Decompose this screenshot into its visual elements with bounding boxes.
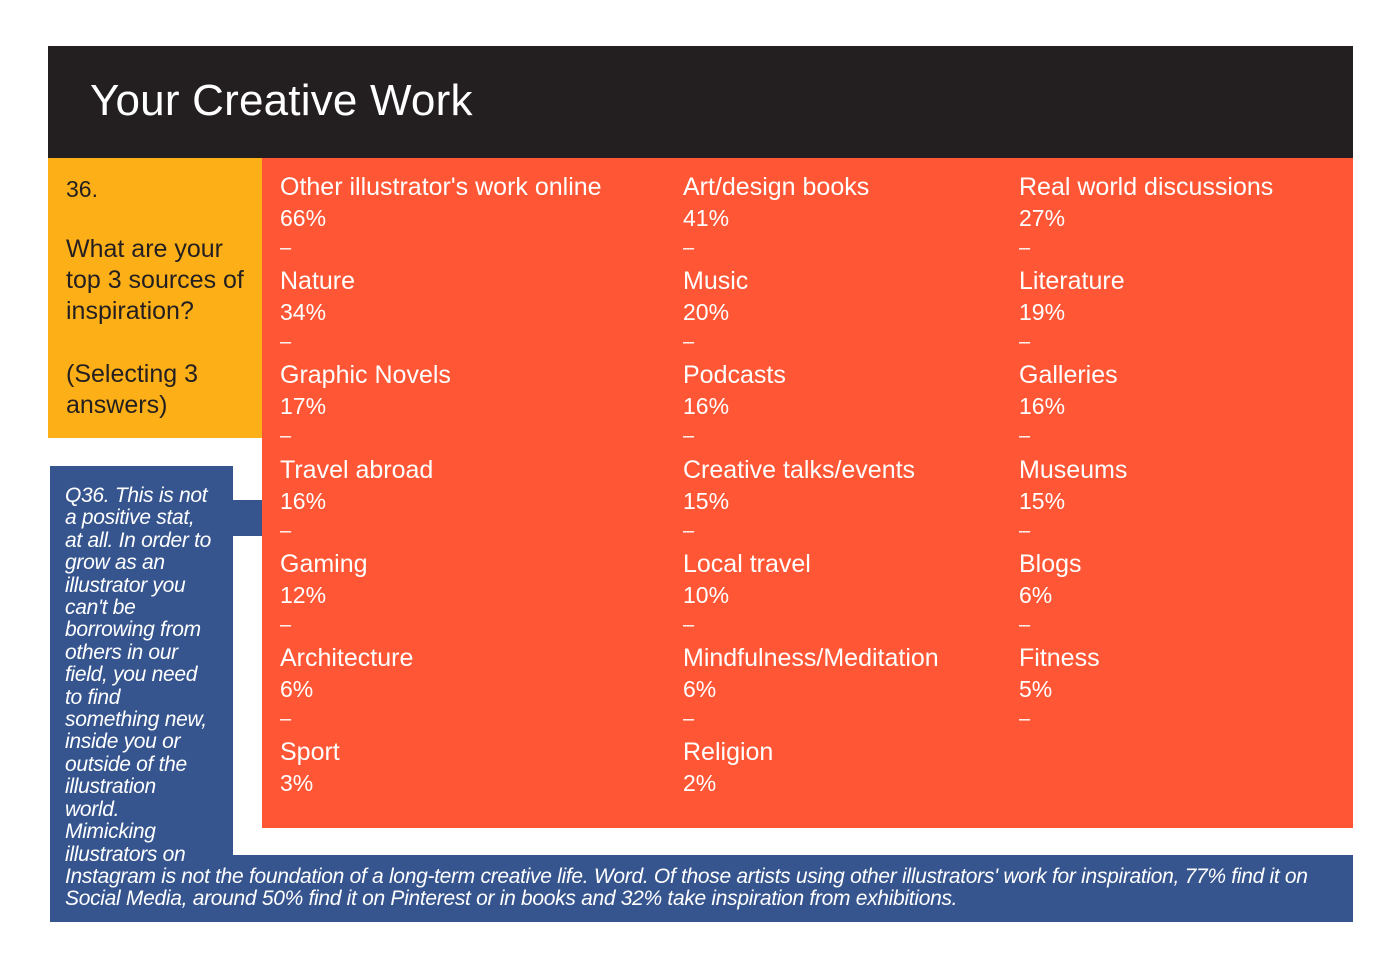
- question-number: 36.: [66, 176, 98, 202]
- comment-text-wrap: [65, 485, 1335, 911]
- header-bar: [48, 46, 1353, 158]
- answer-percentage: 2%: [683, 770, 717, 797]
- answer-label: Real world discussions: [1019, 173, 1274, 201]
- answer-item: [1019, 172, 1273, 266]
- answer-separator: –: [280, 613, 292, 636]
- answer-percentage: 19%: [1019, 299, 1066, 326]
- answer-separator: –: [683, 707, 695, 730]
- answer-label: Local travel: [683, 549, 811, 578]
- answer-percentage: 12%: [280, 581, 327, 608]
- answer-item: [280, 360, 602, 454]
- answer-separator: –: [280, 519, 292, 542]
- answer-percentage: 3%: [280, 770, 314, 797]
- answer-label: Graphic Novels: [280, 361, 451, 390]
- answer-label: Travel abroad: [280, 455, 434, 484]
- answer-separator: –: [280, 237, 292, 259]
- answer-item: [280, 266, 602, 360]
- answer-label: Galleries: [1019, 361, 1118, 390]
- answer-label: Blogs: [1019, 549, 1082, 578]
- answer-separator: –: [280, 425, 292, 448]
- answer-separator: –: [1019, 425, 1031, 448]
- answer-separator: –: [280, 707, 292, 730]
- answer-label: Gaming: [280, 549, 368, 578]
- answer-label: Podcasts: [683, 361, 786, 390]
- answer-label: Nature: [280, 267, 356, 296]
- answer-separator: –: [683, 519, 695, 542]
- answer-label: Music: [683, 267, 749, 296]
- answer-item: [1019, 360, 1273, 454]
- answer-percentage: 17%: [280, 393, 327, 420]
- question-text: What are your top 3 sources of inspiration?: [66, 235, 244, 325]
- comment-text-spacer: [215, 485, 1335, 865]
- answer-separator: –: [1019, 237, 1031, 259]
- answer-label: Architecture: [280, 643, 414, 672]
- answer-label: Mindfulness/Meditation: [683, 643, 939, 672]
- answer-percentage: 34%: [280, 299, 327, 326]
- answer-separator: –: [683, 237, 695, 259]
- answer-separator: –: [683, 331, 695, 354]
- answer-percentage: 16%: [1019, 393, 1066, 420]
- question-note: (Selecting 3 answers): [66, 360, 199, 419]
- answer-percentage: 5%: [1019, 675, 1053, 702]
- answer-item: [683, 266, 939, 360]
- answer-percentage: 6%: [683, 675, 717, 702]
- question-panel: [48, 158, 262, 438]
- answer-label: Museums: [1019, 455, 1128, 484]
- answer-label: Fitness: [1019, 643, 1100, 672]
- answer-label: Religion: [683, 738, 774, 767]
- answer-percentage: 10%: [683, 581, 730, 608]
- comment-text: Q36. This is not a positive stat, at all. In order to grow as an illustrator you can't be borrowing from others in our field, you need to find something new, inside you or outside of the illustration world. Mimicking illustrators on Instagram is not the foundation of a long-term creative life. Word. Of those artists using other illustrators' work for inspiration, 77% find it on Social Media, around 50% find it on Pinterest or in books and 32% take inspiration from exhibitions.: [65, 484, 1308, 911]
- answer-item: [1019, 266, 1273, 360]
- answer-item: [683, 172, 939, 266]
- answer-percentage: 16%: [683, 393, 730, 420]
- answer-percentage: 6%: [280, 675, 314, 702]
- answer-percentage: 16%: [280, 487, 327, 514]
- answer-separator: –: [1019, 331, 1031, 354]
- page-title: Your Creative Work: [90, 76, 473, 125]
- answer-percentage: 15%: [1019, 487, 1066, 514]
- answer-percentage: 66%: [280, 205, 327, 231]
- answer-separator: –: [683, 425, 695, 448]
- answer-separator: –: [1019, 613, 1031, 636]
- answer-label: Literature: [1019, 267, 1125, 296]
- answer-label: Other illustrator's work online: [280, 173, 602, 201]
- answer-item: [280, 172, 602, 266]
- answer-separator: –: [1019, 707, 1031, 730]
- answer-label: Sport: [280, 738, 340, 767]
- answer-separator: –: [683, 613, 695, 636]
- answer-percentage: 6%: [1019, 581, 1053, 608]
- answer-percentage: 41%: [683, 205, 730, 231]
- answer-item: [683, 360, 939, 454]
- answer-label: Art/design books: [683, 173, 870, 201]
- answer-separator: –: [280, 331, 292, 354]
- answer-percentage: 27%: [1019, 205, 1066, 231]
- answer-percentage: 15%: [683, 487, 730, 514]
- answer-percentage: 20%: [683, 299, 730, 326]
- answer-separator: –: [1019, 519, 1031, 542]
- answer-label: Creative talks/events: [683, 455, 916, 484]
